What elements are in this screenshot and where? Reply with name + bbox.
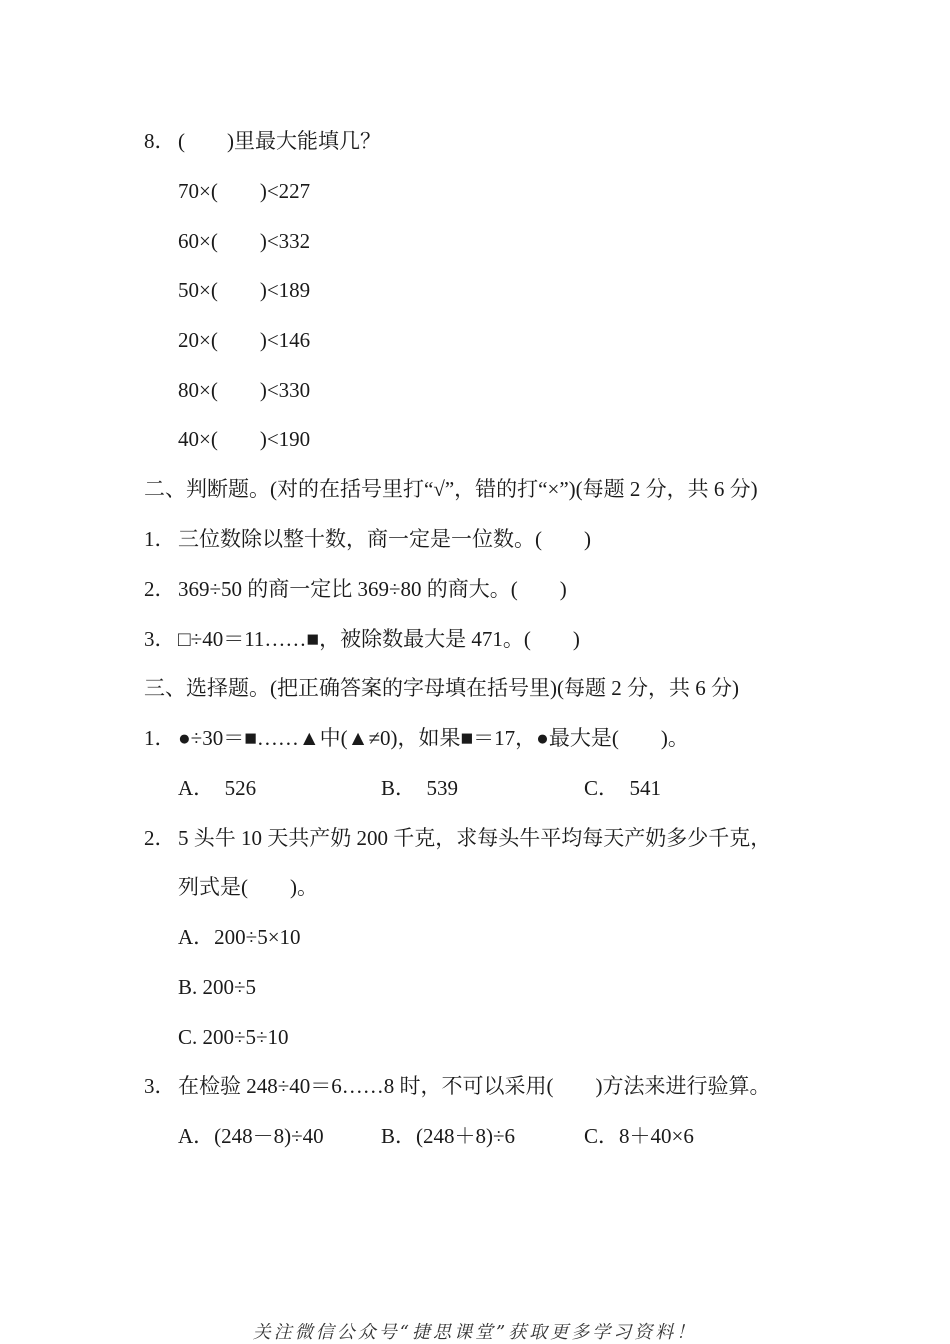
q8-number: 8．: [144, 129, 176, 153]
sec2-q3-number: 3．: [144, 627, 176, 651]
footer-watermark: 关注微信公众号“捷思课堂”获取更多学习资料！: [252, 1322, 698, 1343]
sec3-q2-option-c: C. 200÷5÷10: [178, 1025, 289, 1049]
sec3-q3-option-a: A．(248－8)÷40: [178, 1124, 324, 1148]
sec3-q1-number: 1．: [144, 726, 176, 750]
sec2-q2-number: 2．: [144, 577, 176, 601]
sec2-q3-text: □÷40＝11……■，被除数最大是 471。( ): [178, 627, 580, 651]
sec3-q3-text: 在检验 248÷40＝6……8 时，不可以采用( )方法来进行验算。: [178, 1074, 771, 1098]
q8-item-3: 50×( )<189: [178, 278, 311, 302]
sec3-q2-option-a: A．200÷5×10: [178, 925, 301, 949]
sec3-question-2: [144, 825, 771, 851]
q8-item-1: 70×( )<227: [178, 179, 311, 203]
sec3-q3-option-c: C．8＋40×6: [584, 1124, 694, 1148]
sec2-question-2: [144, 576, 567, 602]
sec3-q2-option-b: B. 200÷5: [178, 975, 257, 999]
sec3-q2-number: 2．: [144, 826, 176, 850]
sec3-q1-option-a: A． 526: [178, 776, 257, 800]
q8-item-4: 20×( )<146: [178, 328, 311, 352]
q8-item-2: 60×( )<332: [178, 229, 311, 253]
sec3-question-1: [144, 725, 689, 751]
q8-item-6: 40×( )<190: [178, 427, 311, 451]
sec3-q1-text: ●÷30＝■……▲中(▲≠0)，如果■＝17，●最大是( )。: [178, 726, 689, 750]
sec3-q3-number: 3．: [144, 1074, 176, 1098]
sec2-question-3: [144, 626, 580, 652]
sec3-q1-option-c: C． 541: [584, 776, 662, 800]
section-2-heading: 二、判断题。(对的在括号里打“√”，错的打“×”)(每题 2 分，共 6 分): [144, 477, 758, 501]
q8-item-5: 80×( )<330: [178, 378, 311, 402]
sec3-question-3: [144, 1073, 771, 1099]
sec3-q2-text-cont: 列式是( )。: [178, 875, 318, 899]
section-3-heading: 三、选择题。(把正确答案的字母填在括号里)(每题 2 分，共 6 分): [144, 676, 739, 700]
sec2-q1-text: 三位数除以整十数，商一定是一位数。( ): [178, 527, 591, 551]
sec3-q1-option-b: B． 539: [381, 776, 459, 800]
sec2-q2-text: 369÷50 的商一定比 369÷80 的商大。( ): [178, 577, 567, 601]
sec2-question-1: [144, 526, 591, 552]
q8-title: [144, 128, 381, 154]
q8-text: ( )里最大能填几？: [178, 129, 381, 153]
sec3-q2-text: 5 头牛 10 天共产奶 200 千克，求每头牛平均每天产奶多少千克，: [178, 826, 772, 850]
sec2-q1-number: 1．: [144, 527, 176, 551]
sec3-q3-option-b: B．(248＋8)÷6: [381, 1124, 516, 1148]
